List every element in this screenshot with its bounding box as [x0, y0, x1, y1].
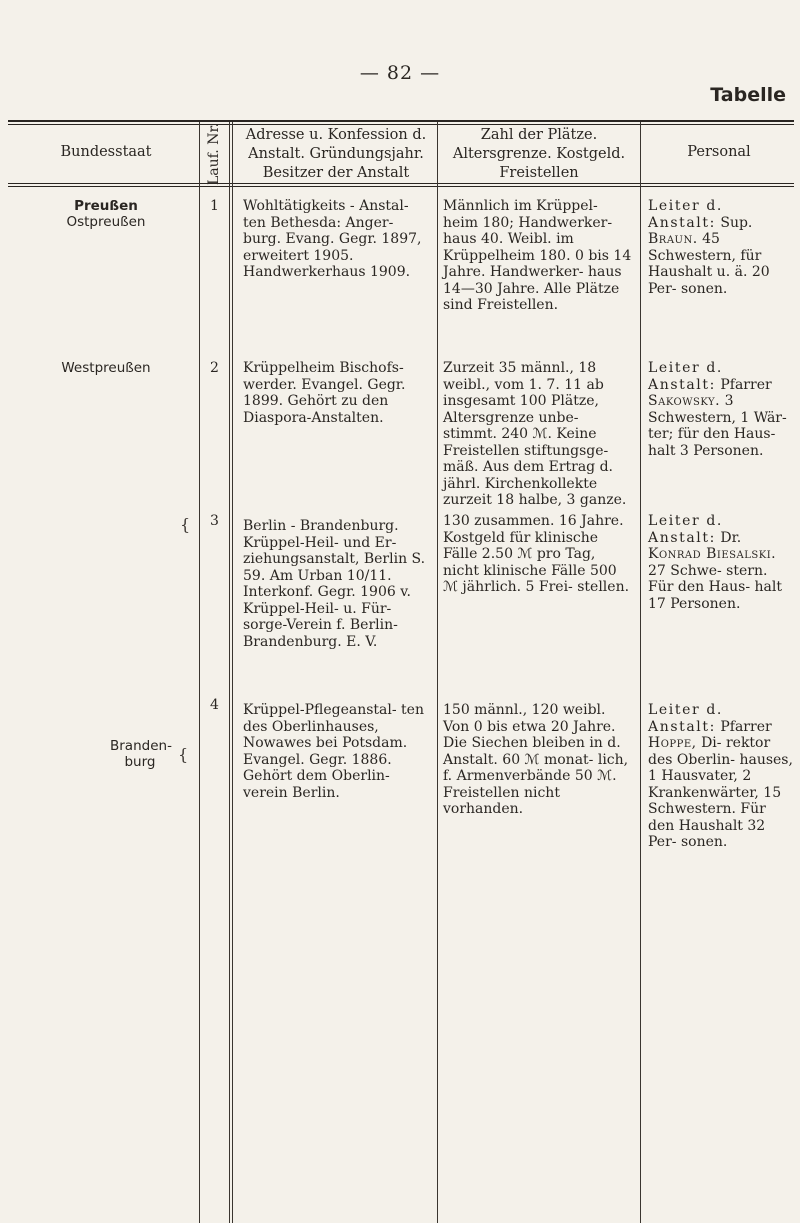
- brace-middle: {: [178, 745, 189, 764]
- personal-name: Sakowsky.: [648, 393, 721, 409]
- header-bottom-rule-thin: [8, 186, 794, 187]
- header-adresse: Adresse u. Konfession d. Anstalt. Gründungsjahr. Besitzer der Anstalt: [245, 127, 427, 181]
- personal-pre: Pfarrer: [720, 718, 772, 735]
- row-personal: [648, 702, 794, 851]
- personal-name: Braun.: [648, 231, 698, 247]
- row-personal: [648, 513, 794, 612]
- page-number: — 82 —: [359, 62, 441, 84]
- table-top-rule-thin: [8, 124, 794, 125]
- personal-pre: Sup.: [720, 214, 753, 231]
- column-divider: [437, 122, 438, 1223]
- personal-pre: Dr.: [720, 529, 742, 546]
- header-lauf-nr-label: Lauf. Nr.: [206, 122, 222, 186]
- table-top-rule: [8, 120, 794, 122]
- personal-pre: Pfarrer: [720, 376, 772, 393]
- row-adresse: Berlin - Brandenburg. Krüppel-Heil- und Er- ziehungsanstalt, Berlin S. 59. Am Urban 10/11. Interkonf. Gegr. 1906 v. Krüppel-Heil- u. Für- sorge-Verein f. Berlin- Brandenburg. E. V.: [243, 518, 426, 650]
- personal-name: Hoppe,: [648, 735, 697, 751]
- personal-rest: Di- rektor des Oberlin- hauses, 1 Hausvater, 2 Krankenwärter, 15 Schwestern. Für den Haushalt 32 Per- sonen.: [648, 735, 793, 850]
- row-adresse: Krüppel-Pflegeanstal- ten des Oberlinhauses, Nowawes bei Potsdam. Evangel. Gegr. 1886. Gehört dem Oberlin- verein Berlin.: [243, 702, 424, 801]
- state-brandenburg: Branden- burg: [110, 738, 172, 770]
- row-plaetze: 150 männl., 120 weibl. Von 0 bis etwa 20 Jahre. Die Siechen bleiben in d. Anstalt. 60 ℳ monat- lich, f. Armenverbände 50 ℳ. Freistellen nicht vorhanden.: [443, 702, 629, 817]
- row-number: 4: [210, 697, 219, 713]
- personal-lead: Leiter d. Anstalt:: [648, 702, 723, 735]
- row-plaetze: 130 zusammen. 16 Jahre. Kostgeld für klinische Fälle 2.50 ℳ pro Tag, nicht klinische Fälle 500 ℳ jährlich. 5 Frei- stellen.: [443, 513, 630, 595]
- row-number: 2: [210, 360, 219, 376]
- personal-lead: Leiter d. Anstalt:: [648, 513, 723, 546]
- row-adresse: Krüppelheim Bischofs- werder. Evangel. Gegr. 1899. Gehört zu den Diaspora-Anstalten.: [243, 360, 406, 426]
- header-lauf-nr: [199, 122, 229, 186]
- column-divider: [199, 122, 200, 1223]
- header-bundesstaat: Bundesstaat: [60, 144, 152, 160]
- header-plaetze: Zahl der Plätze. Altersgrenze. Kostgeld. Freistellen: [452, 127, 626, 181]
- state-ostpreussen: Ostpreußen: [66, 214, 146, 230]
- personal-rest: 45 Schwestern, für Haushalt u. ä. 20 Per- sonen.: [648, 231, 770, 297]
- personal-lead: Leiter d. Anstalt:: [648, 198, 723, 231]
- row-personal: [648, 360, 794, 459]
- row-personal: [648, 198, 794, 297]
- personal-lead: Leiter d. Anstalt:: [648, 360, 723, 393]
- row-adresse: Wohltätigkeits - Anstal- ten Bethesda: Anger- burg. Evang. Gegr. 1897, erweitert 1905. Handwerkerhaus 1909.: [243, 198, 422, 280]
- state-preussen: Preußen: [74, 198, 138, 214]
- row-plaetze: Zurzeit 35 männl., 18 weibl., vom 1. 7. 11 ab insgesamt 100 Plätze, Altersgrenze unbe- stimmt. 240 ℳ. Keine Freistellen stiftungsge- mäß. Aus dem Ertrag d. jährl. Kirchenkollekte zurzeit 18 halbe, 3 ganze.: [443, 360, 627, 508]
- personal-rest: 27 Schwe- stern. Für den Haus- halt 17 Personen.: [648, 562, 782, 612]
- row-number: 3: [210, 513, 219, 529]
- personal-name: Konrad Biesalski.: [648, 546, 777, 562]
- personal-rest: 3 Schwestern, 1 Wär- ter; für den Haus- halt 3 Personen.: [648, 393, 787, 459]
- brace-open-top: {: [180, 515, 191, 534]
- column-divider: [232, 122, 233, 1223]
- row-plaetze: Männlich im Krüppel- heim 180; Handwerker- haus 40. Weibl. im Krüppelheim 180. 0 bis 14 Jahre. Handwerker- haus 14—30 Jahre. Alle Plätze sind Freistellen.: [443, 198, 632, 313]
- column-divider: [640, 122, 641, 1223]
- column-divider: [229, 122, 230, 1223]
- row-number: 1: [210, 198, 219, 214]
- state-westpreussen: Westpreußen: [61, 360, 151, 376]
- table-label: Tabelle: [710, 84, 786, 106]
- header-personal: Personal: [687, 144, 751, 160]
- header-bottom-rule: [8, 183, 794, 184]
